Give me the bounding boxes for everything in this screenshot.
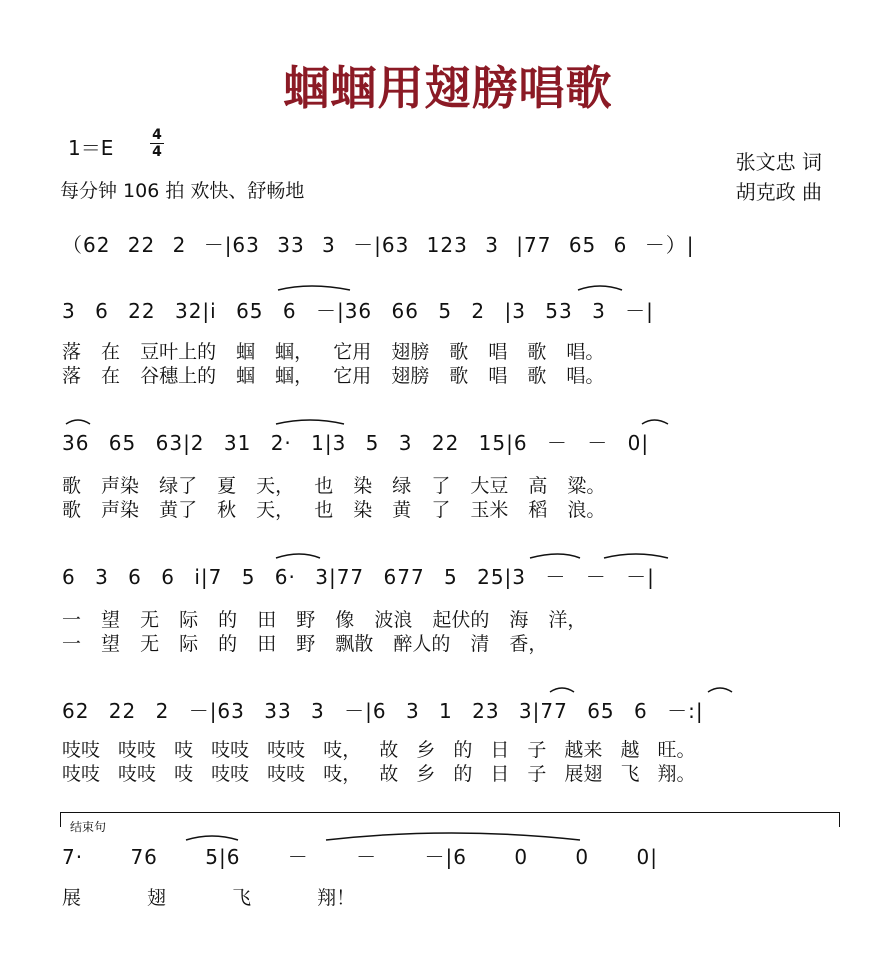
ending-label: 结束句 <box>70 820 107 834</box>
lyric-ending: 展 翅 飞 翔！ <box>62 887 356 909</box>
notation-row: （62 22 2 －|63 33 3 －|63 123 3 |77 65 6 －）| <box>62 233 695 257</box>
composer-credit: 胡克政 曲 <box>735 180 822 204</box>
tempo-marking: 每分钟 106 拍 欢快、舒畅地 <box>60 180 305 202</box>
time-signature <box>150 128 164 159</box>
notation-row: 6 3 6 6 i|7 5 6· 3|77 677 5 25|3 － － －| <box>62 565 655 589</box>
lyric-verse-2: 歌 声染 黄了 秋 天， 也 染 黄 了 玉米 稻 浪。 <box>62 499 606 521</box>
lyric-verse-1: 落 在 豆叶上的 蝈 蝈， 它用 翅膀 歌 唱 歌 唱。 <box>62 341 605 363</box>
song-title: 蝈蝈用翅膀唱歌 <box>283 61 613 115</box>
notation-row: 3 6 22 32|i 65 6 －|36 66 5 2 |3 53 3 －| <box>62 299 654 323</box>
notation-row: 62 22 2 －|63 33 3 －|6 3 1 23 3|77 65 6 －:| <box>62 699 704 723</box>
lyric-verse-1: 一 望 无 际 的 田 野 像 波浪 起伏的 海 洋， <box>62 609 587 631</box>
lyric-verse-2: 吱吱 吱吱 吱 吱吱 吱吱 吱， 故 乡 的 日 子 展翅 飞 翔。 <box>62 763 696 785</box>
lyric-verse-1: 歌 声染 绿了 夏 天， 也 染 绿 了 大豆 高 粱。 <box>62 475 606 497</box>
notation-row: 7· 76 5|6 － － －|6 0 0 0| <box>62 845 658 869</box>
lyric-verse-2: 落 在 谷穗上的 蝈 蝈， 它用 翅膀 歌 唱 歌 唱。 <box>62 365 605 387</box>
notation-row: 36 65 63|2 31 2· 1|3 5 3 22 15|6 － － 0| <box>62 431 650 455</box>
lyric-verse-2: 一 望 无 际 的 田 野 飘散 醉人的 清 香， <box>62 633 548 655</box>
lyric-verse-1: 吱吱 吱吱 吱 吱吱 吱吱 吱， 故 乡 的 日 子 越来 越 旺。 <box>62 739 696 761</box>
lyricist-credit: 张文忠 词 <box>735 150 822 174</box>
key-signature: 1＝E <box>68 136 114 160</box>
time-signature-top: 4 <box>152 127 162 143</box>
ending-bracket <box>60 812 840 827</box>
time-signature-bottom: 4 <box>152 144 162 160</box>
